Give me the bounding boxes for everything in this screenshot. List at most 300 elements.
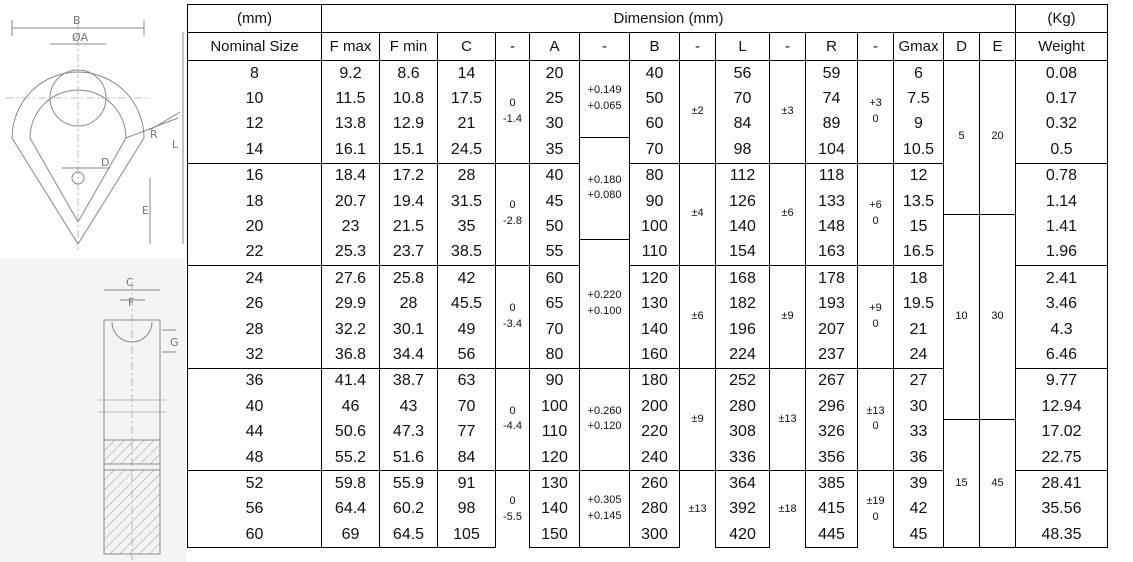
cell-tol-a-text: +0.180 — [587, 173, 622, 186]
cell-gmax: 7.5 — [894, 86, 944, 111]
dimension-table — [187, 4, 1108, 548]
cell-tol-l — [770, 368, 806, 471]
cell-tol-c-text: 0 — [509, 494, 516, 507]
column-header: - — [770, 33, 806, 61]
cell-tol-c-text: 0 — [509, 301, 516, 314]
cell-tol-a-text: +0.260 — [587, 404, 622, 417]
technical-drawing — [0, 0, 186, 562]
cell-weight: 17.02 — [1016, 419, 1108, 444]
cell-f-max: 46 — [322, 394, 380, 419]
cell-tol-r-text: 0 — [872, 510, 879, 523]
cell-weight: 6.46 — [1016, 342, 1108, 368]
cell-weight: 0.5 — [1016, 137, 1108, 163]
drawing-label-r: R — [150, 128, 158, 141]
cell-tol-r-text: +6 — [869, 199, 882, 212]
cell-d-text: 5 — [958, 130, 965, 143]
cell-nominal-size: 28 — [188, 317, 322, 342]
cell-f-min: 23.7 — [380, 240, 438, 266]
cell-l: 140 — [716, 214, 770, 239]
cell-a: 140 — [530, 497, 580, 522]
header-unit-mm: (mm) — [188, 5, 322, 33]
cell-f-max: 16.1 — [322, 137, 380, 163]
cell-a: 25 — [530, 86, 580, 111]
cell-f-min: 15.1 — [380, 137, 438, 163]
cell-c: 49 — [438, 317, 496, 342]
column-header: Weight — [1016, 33, 1108, 61]
cell-weight: 1.14 — [1016, 189, 1108, 214]
cell-tol-a-text: +0.100 — [587, 304, 622, 317]
cell-l: 420 — [716, 522, 770, 548]
cell-a: 70 — [530, 317, 580, 342]
cell-weight: 0.32 — [1016, 112, 1108, 137]
cell-f-max: 27.6 — [322, 266, 380, 292]
cell-gmax: 39 — [894, 471, 944, 497]
cell-e-text: 45 — [991, 476, 1004, 489]
cell-a: 30 — [530, 112, 580, 137]
cell-d — [944, 419, 980, 547]
cell-weight: 1.96 — [1016, 240, 1108, 266]
cell-l: 154 — [716, 240, 770, 266]
column-header: F min — [380, 33, 438, 61]
cell-r: 104 — [806, 137, 858, 163]
cell-tol-c — [496, 61, 530, 164]
cell-nominal-size: 36 — [188, 368, 322, 394]
cell-r: 296 — [806, 394, 858, 419]
cell-b: 220 — [630, 419, 680, 444]
cell-tol-b-text: ±4 — [691, 207, 704, 220]
cell-f-min: 28 — [380, 292, 438, 317]
cell-l: 182 — [716, 292, 770, 317]
cell-a: 60 — [530, 266, 580, 292]
cell-e-text: 20 — [991, 130, 1004, 143]
cell-tol-l — [770, 471, 806, 548]
cell-b: 180 — [630, 368, 680, 394]
cell-a: 45 — [530, 189, 580, 214]
cell-f-min: 25.8 — [380, 266, 438, 292]
cell-c: 35 — [438, 214, 496, 239]
cell-f-max: 59.8 — [322, 471, 380, 497]
column-header: - — [858, 33, 894, 61]
cell-a: 35 — [530, 137, 580, 163]
cell-tol-a-text: +0.220 — [587, 289, 622, 302]
cell-c: 17.5 — [438, 86, 496, 111]
thimble-side-view — [0, 258, 186, 562]
column-header: B — [630, 33, 680, 61]
cell-c: 38.5 — [438, 240, 496, 266]
cell-weight: 9.77 — [1016, 368, 1108, 394]
cell-a: 90 — [530, 368, 580, 394]
cell-c: 84 — [438, 445, 496, 471]
cell-f-max: 50.6 — [322, 419, 380, 444]
cell-weight: 0.08 — [1016, 61, 1108, 87]
cell-tol-r-text: 0 — [872, 420, 879, 433]
cell-nominal-size: 22 — [188, 240, 322, 266]
cell-tol-b — [680, 61, 716, 164]
cell-a: 55 — [530, 240, 580, 266]
column-header: A — [530, 33, 580, 61]
cell-f-min: 64.5 — [380, 522, 438, 548]
cell-b: 70 — [630, 137, 680, 163]
cell-tol-a-text: +0.120 — [587, 420, 622, 433]
drawing-label-f: F — [128, 296, 135, 309]
cell-f-min: 10.8 — [380, 86, 438, 111]
cell-gmax: 27 — [894, 368, 944, 394]
cell-l: 224 — [716, 342, 770, 368]
column-header: Gmax — [894, 33, 944, 61]
cell-nominal-size: 12 — [188, 112, 322, 137]
cell-e — [980, 61, 1016, 215]
cell-f-max: 32.2 — [322, 317, 380, 342]
column-header: L — [716, 33, 770, 61]
cell-tol-b-text: ±9 — [691, 412, 704, 425]
cell-weight: 4.3 — [1016, 317, 1108, 342]
cell-tol-c — [496, 368, 530, 471]
drawing-label-l: L — [172, 138, 179, 151]
cell-nominal-size: 16 — [188, 163, 322, 189]
column-header: D — [944, 33, 980, 61]
cell-tol-a — [580, 137, 630, 240]
cell-f-max: 23 — [322, 214, 380, 239]
cell-nominal-size: 60 — [188, 522, 322, 548]
cell-r: 207 — [806, 317, 858, 342]
cell-weight: 3.46 — [1016, 292, 1108, 317]
cell-tol-r — [858, 368, 894, 471]
cell-gmax: 13.5 — [894, 189, 944, 214]
cell-l: 196 — [716, 317, 770, 342]
cell-f-min: 12.9 — [380, 112, 438, 137]
cell-f-max: 11.5 — [322, 86, 380, 111]
cell-a: 120 — [530, 445, 580, 471]
cell-f-min: 34.4 — [380, 342, 438, 368]
cell-l: 84 — [716, 112, 770, 137]
column-header: Nominal Size — [188, 33, 322, 61]
cell-d-text: 15 — [955, 476, 968, 489]
cell-tol-a — [580, 471, 630, 548]
cell-tol-l — [770, 163, 806, 266]
drawing-label-e: E — [142, 204, 149, 217]
cell-tol-a-text: +0.305 — [587, 494, 622, 507]
cell-b: 300 — [630, 522, 680, 548]
cell-nominal-size: 32 — [188, 342, 322, 368]
cell-gmax: 12 — [894, 163, 944, 189]
cell-gmax: 15 — [894, 214, 944, 239]
cell-r: 356 — [806, 445, 858, 471]
cell-tol-b — [680, 163, 716, 266]
cell-r: 326 — [806, 419, 858, 444]
cell-tol-c — [496, 471, 530, 548]
cell-nominal-size: 18 — [188, 189, 322, 214]
cell-f-max: 64.4 — [322, 497, 380, 522]
cell-weight: 12.94 — [1016, 394, 1108, 419]
cell-nominal-size: 56 — [188, 497, 322, 522]
cell-d-text: 10 — [955, 309, 968, 322]
cell-e — [980, 214, 1016, 419]
cell-nominal-size: 48 — [188, 445, 322, 471]
cell-gmax: 24 — [894, 342, 944, 368]
cell-f-min: 47.3 — [380, 419, 438, 444]
cell-tol-r-text: +3 — [869, 96, 882, 109]
cell-c: 42 — [438, 266, 496, 292]
cell-f-max: 69 — [322, 522, 380, 548]
cell-tol-l-text: ±9 — [781, 309, 794, 322]
cell-l: 392 — [716, 497, 770, 522]
cell-weight: 22.75 — [1016, 445, 1108, 471]
cell-tol-b-text: ±2 — [691, 104, 704, 117]
cell-a: 50 — [530, 214, 580, 239]
cell-c: 98 — [438, 497, 496, 522]
cell-f-min: 60.2 — [380, 497, 438, 522]
cell-b: 200 — [630, 394, 680, 419]
cell-tol-a-text: +0.065 — [587, 99, 622, 112]
cell-a: 130 — [530, 471, 580, 497]
cell-c: 91 — [438, 471, 496, 497]
cell-f-max: 9.2 — [322, 61, 380, 87]
cell-nominal-size: 40 — [188, 394, 322, 419]
cell-b: 140 — [630, 317, 680, 342]
cell-c: 70 — [438, 394, 496, 419]
cell-tol-r-text: ±13 — [866, 404, 885, 417]
cell-weight: 35.56 — [1016, 497, 1108, 522]
cell-r: 193 — [806, 292, 858, 317]
cell-f-min: 38.7 — [380, 368, 438, 394]
cell-c: 77 — [438, 419, 496, 444]
cell-l: 252 — [716, 368, 770, 394]
cell-nominal-size: 44 — [188, 419, 322, 444]
column-header: F max — [322, 33, 380, 61]
cell-weight: 2.41 — [1016, 266, 1108, 292]
cell-gmax: 45 — [894, 522, 944, 548]
cell-nominal-size: 14 — [188, 137, 322, 163]
cell-tol-c-text: -2.8 — [503, 215, 522, 228]
cell-gmax: 10.5 — [894, 137, 944, 163]
cell-r: 59 — [806, 61, 858, 87]
cell-nominal-size: 24 — [188, 266, 322, 292]
cell-tol-l — [770, 61, 806, 164]
cell-gmax: 6 — [894, 61, 944, 87]
cell-a: 110 — [530, 419, 580, 444]
cell-tol-r — [858, 471, 894, 548]
cell-c: 24.5 — [438, 137, 496, 163]
cell-r: 445 — [806, 522, 858, 548]
cell-a: 100 — [530, 394, 580, 419]
thimble-front-view — [6, 14, 183, 250]
cell-gmax: 9 — [894, 112, 944, 137]
cell-l: 70 — [716, 86, 770, 111]
cell-a: 150 — [530, 522, 580, 548]
cell-l: 126 — [716, 189, 770, 214]
table-row — [188, 214, 1108, 239]
cell-nominal-size: 10 — [188, 86, 322, 111]
cell-f-min: 55.9 — [380, 471, 438, 497]
cell-nominal-size: 20 — [188, 214, 322, 239]
cell-tol-r — [858, 61, 894, 164]
header-units-row — [188, 5, 1108, 33]
cell-r: 118 — [806, 163, 858, 189]
cell-tol-r-text: 0 — [872, 112, 879, 125]
cell-tol-a-text: +0.080 — [587, 189, 622, 202]
cell-gmax: 42 — [894, 497, 944, 522]
cell-b: 260 — [630, 471, 680, 497]
cell-b: 60 — [630, 112, 680, 137]
cell-f-min: 30.1 — [380, 317, 438, 342]
cell-tol-c-text: -3.4 — [503, 317, 522, 330]
cell-tol-c-text: 0 — [509, 404, 516, 417]
cell-tol-l-text: ±18 — [778, 502, 797, 515]
cell-c: 21 — [438, 112, 496, 137]
cell-l: 364 — [716, 471, 770, 497]
column-header: R — [806, 33, 858, 61]
cell-r: 74 — [806, 86, 858, 111]
cell-tol-l-text: ±6 — [781, 207, 794, 220]
cell-b: 80 — [630, 163, 680, 189]
cell-tol-c-text: -5.5 — [503, 510, 522, 523]
cell-c: 45.5 — [438, 292, 496, 317]
drawing-label-g: G — [170, 336, 179, 349]
cell-tol-c — [496, 266, 530, 369]
column-header: C — [438, 33, 496, 61]
cell-tol-r-text: 0 — [872, 215, 879, 228]
cell-f-min: 21.5 — [380, 214, 438, 239]
cell-tol-c-text: 0 — [509, 199, 516, 212]
cell-tol-b — [680, 368, 716, 471]
cell-b: 40 — [630, 61, 680, 87]
table-row — [188, 61, 1108, 87]
drawing-label-b: B — [73, 14, 81, 27]
cell-f-min: 51.6 — [380, 445, 438, 471]
cell-f-max: 41.4 — [322, 368, 380, 394]
cell-tol-l-text: ±13 — [778, 412, 797, 425]
cell-tol-l — [770, 266, 806, 369]
column-header: - — [496, 33, 530, 61]
cell-r: 133 — [806, 189, 858, 214]
cell-tol-b-text: ±6 — [691, 309, 704, 322]
cell-r: 385 — [806, 471, 858, 497]
cell-f-min: 19.4 — [380, 189, 438, 214]
cell-e-text: 30 — [991, 309, 1004, 322]
cell-tol-b — [680, 266, 716, 369]
drawing-label-d: D — [101, 156, 110, 169]
cell-nominal-size: 26 — [188, 292, 322, 317]
cell-tol-c-text: -1.4 — [503, 112, 522, 125]
cell-b: 280 — [630, 497, 680, 522]
cell-tol-a — [580, 61, 630, 138]
cell-l: 280 — [716, 394, 770, 419]
cell-l: 98 — [716, 137, 770, 163]
cell-f-max: 20.7 — [322, 189, 380, 214]
cell-f-min: 43 — [380, 394, 438, 419]
cell-gmax: 18 — [894, 266, 944, 292]
cell-b: 50 — [630, 86, 680, 111]
cell-weight: 0.78 — [1016, 163, 1108, 189]
cell-tol-r-text: ±19 — [866, 494, 885, 507]
cell-a: 65 — [530, 292, 580, 317]
cell-l: 308 — [716, 419, 770, 444]
cell-c: 63 — [438, 368, 496, 394]
cell-tol-c-text: -4.4 — [503, 420, 522, 433]
cell-tol-c — [496, 163, 530, 266]
column-header: - — [580, 33, 630, 61]
dimension-table-container — [187, 4, 1108, 548]
cell-f-max: 36.8 — [322, 342, 380, 368]
cell-weight: 1.41 — [1016, 214, 1108, 239]
cell-r: 267 — [806, 368, 858, 394]
cell-nominal-size: 52 — [188, 471, 322, 497]
table-row — [188, 419, 1108, 444]
header-unit-kg: (Kg) — [1016, 5, 1108, 33]
cell-tol-r-text: 0 — [872, 317, 879, 330]
column-header: - — [680, 33, 716, 61]
cell-l: 336 — [716, 445, 770, 471]
cell-tol-a-text: +0.145 — [587, 510, 622, 523]
cell-tol-b — [680, 471, 716, 548]
cell-gmax: 30 — [894, 394, 944, 419]
drawing-label-c: C — [126, 276, 134, 289]
cell-r: 415 — [806, 497, 858, 522]
cell-f-max: 55.2 — [322, 445, 380, 471]
cell-tol-r — [858, 266, 894, 369]
cell-f-max: 13.8 — [322, 112, 380, 137]
column-header: E — [980, 33, 1016, 61]
cell-gmax: 16.5 — [894, 240, 944, 266]
cell-f-max: 18.4 — [322, 163, 380, 189]
cell-gmax: 21 — [894, 317, 944, 342]
cell-r: 89 — [806, 112, 858, 137]
cell-f-max: 29.9 — [322, 292, 380, 317]
cell-weight: 48.35 — [1016, 522, 1108, 548]
cell-gmax: 19.5 — [894, 292, 944, 317]
cell-a: 40 — [530, 163, 580, 189]
cell-b: 100 — [630, 214, 680, 239]
cell-tol-c-text: 0 — [509, 96, 516, 109]
cell-l: 56 — [716, 61, 770, 87]
cell-l: 168 — [716, 266, 770, 292]
cell-b: 130 — [630, 292, 680, 317]
cell-e — [980, 419, 1016, 547]
cell-tol-b-text: ±13 — [688, 502, 707, 515]
cell-gmax: 36 — [894, 445, 944, 471]
cell-tol-a — [580, 240, 630, 368]
cell-r: 148 — [806, 214, 858, 239]
cell-f-min: 17.2 — [380, 163, 438, 189]
cell-a: 80 — [530, 342, 580, 368]
cell-b: 120 — [630, 266, 680, 292]
cell-gmax: 33 — [894, 419, 944, 444]
cell-c: 14 — [438, 61, 496, 87]
cell-tol-r-text: +9 — [869, 301, 882, 314]
drawing-label-a: ØA — [72, 31, 89, 44]
cell-weight: 28.41 — [1016, 471, 1108, 497]
cell-d — [944, 214, 980, 419]
cell-tol-a-text: +0.149 — [587, 83, 622, 96]
cell-c: 56 — [438, 342, 496, 368]
cell-r: 178 — [806, 266, 858, 292]
cell-r: 163 — [806, 240, 858, 266]
header-dimension: Dimension (mm) — [322, 5, 1016, 33]
cell-b: 110 — [630, 240, 680, 266]
cell-nominal-size: 8 — [188, 61, 322, 87]
header-columns-row — [188, 33, 1108, 61]
cell-c: 105 — [438, 522, 496, 548]
cell-l: 112 — [716, 163, 770, 189]
cell-b: 160 — [630, 342, 680, 368]
cell-b: 90 — [630, 189, 680, 214]
cell-r: 237 — [806, 342, 858, 368]
cell-c: 31.5 — [438, 189, 496, 214]
cell-tol-l-text: ±3 — [781, 104, 794, 117]
cell-f-min: 8.6 — [380, 61, 438, 87]
cell-d — [944, 61, 980, 215]
cell-c: 28 — [438, 163, 496, 189]
